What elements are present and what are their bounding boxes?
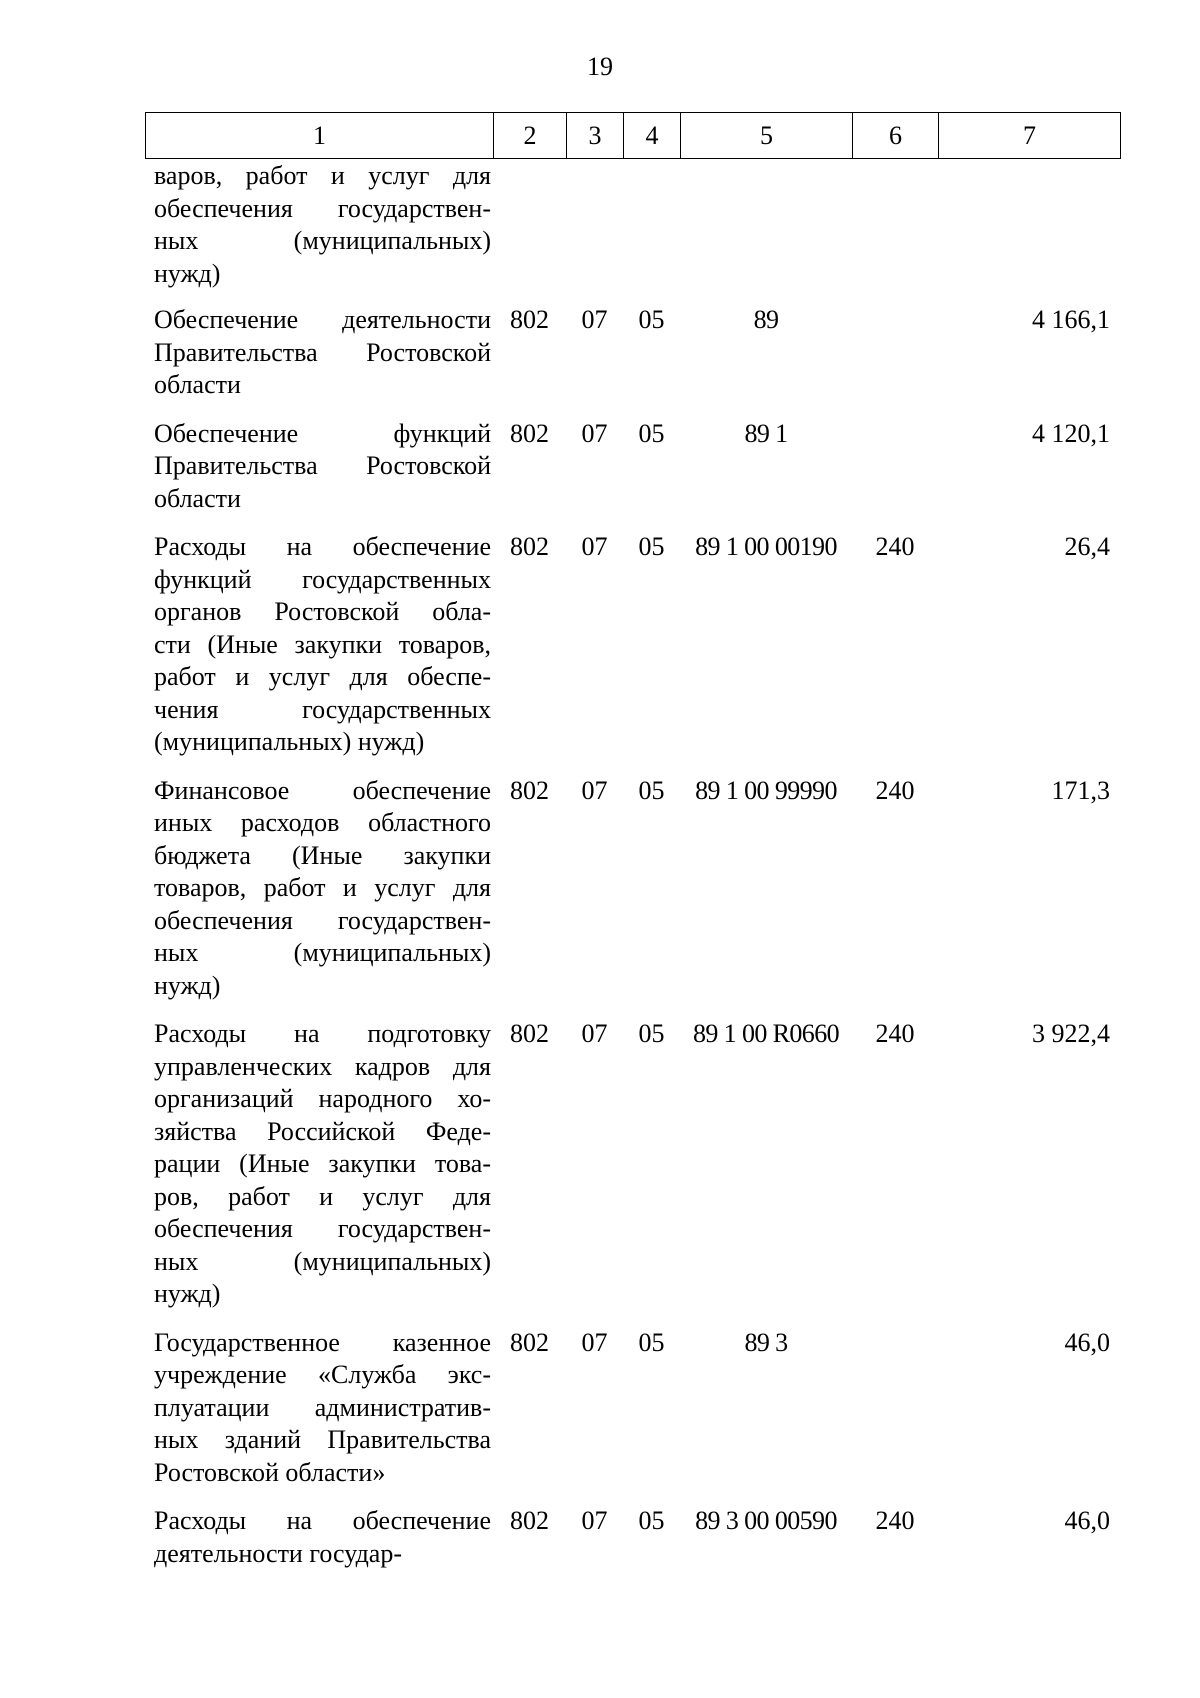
code-subsection: 05	[638, 1019, 665, 1048]
row-description	[145, 1018, 493, 1311]
description-line: варов, работ и услуг для	[154, 161, 491, 190]
description-line: нужд)	[154, 258, 221, 288]
description-line: органов Ростовской обла-	[154, 597, 491, 626]
description-line: Ростовской области»	[154, 1457, 386, 1487]
amount: 4 120,1	[1032, 418, 1110, 448]
description-line: Обеспечение деятельности	[154, 305, 491, 334]
page-number: 19	[587, 52, 613, 81]
code-target-article: 89 1 00 00190	[695, 532, 837, 561]
description-line: Правительства Ростовской	[154, 451, 491, 480]
table-row	[145, 1505, 1120, 1570]
table-row	[145, 418, 1120, 516]
code-section: 07	[581, 1019, 608, 1048]
code-target-article	[680, 160, 852, 290]
code-subsection: 05	[638, 1327, 665, 1357]
code-expense-type	[852, 1327, 938, 1490]
header-cell-7: 7	[939, 113, 1121, 159]
description-line: обеспечения государствен-	[154, 193, 491, 223]
header-cell-1: 1	[146, 113, 494, 159]
description-line: Расходы на обеспечение	[154, 1506, 491, 1535]
description-line: деятельности государ-	[154, 1538, 402, 1568]
description-line: ных зданий Правительства	[154, 1425, 491, 1454]
table-row	[145, 775, 1120, 1003]
table-row	[145, 304, 1120, 402]
description-line: обеспечения государствен-	[154, 1214, 491, 1243]
amount: 46,0	[1064, 1327, 1110, 1357]
description-line: нужд)	[154, 1279, 221, 1308]
header-cell-4: 4	[624, 113, 681, 159]
description-line: товаров, работ и услуг для	[154, 873, 491, 902]
table-row	[145, 1327, 1120, 1490]
description-line: области	[154, 370, 241, 399]
description-line: работ и услуг для обеспе-	[154, 662, 491, 691]
code-expense-type	[852, 304, 938, 402]
header-cell-3: 3	[567, 113, 624, 159]
table-row	[145, 531, 1120, 759]
code-section: 07	[581, 1327, 608, 1357]
amount: 3 922,4	[1032, 1019, 1110, 1048]
code-target-article: 89 3 00 00590	[695, 1506, 837, 1535]
code-expense-type	[852, 160, 938, 290]
code-expense-type: 240	[875, 532, 915, 561]
header-cell-5: 5	[681, 113, 853, 159]
description-line: ных (муниципальных)	[154, 938, 491, 967]
code-target-article: 89	[753, 305, 779, 334]
description-line: ных (муниципальных)	[154, 226, 491, 255]
amount: 171,3	[1051, 775, 1110, 805]
code-target-article: 89 3	[744, 1327, 788, 1357]
code-expense-type: 240	[875, 775, 915, 805]
header-row	[146, 113, 1121, 159]
table-row	[145, 160, 1120, 290]
code-section	[566, 160, 623, 290]
description-line: чения государственных	[154, 694, 491, 724]
description-line: (муниципальных) нужд)	[154, 727, 425, 756]
row-description	[145, 418, 493, 516]
row-description	[145, 160, 493, 290]
code-expense-type: 240	[875, 1506, 915, 1535]
code-section: 07	[581, 1506, 608, 1535]
description-line: обеспечения государствен-	[154, 905, 491, 935]
header-cell-6: 6	[853, 113, 939, 159]
description-line: Финансовое обеспечение	[154, 775, 491, 805]
amount: 46,0	[1064, 1506, 1110, 1535]
code-ministry: 802	[510, 418, 549, 448]
code-section: 07	[581, 532, 608, 561]
code-subsection: 05	[638, 1506, 665, 1535]
amount: 26,4	[1064, 532, 1110, 561]
code-subsection: 05	[638, 418, 665, 448]
description-line: плуатации административ-	[154, 1392, 491, 1422]
code-target-article: 89 1 00 R0660	[692, 1019, 840, 1048]
code-ministry: 802	[510, 305, 549, 334]
description-line: ных (муниципальных)	[154, 1246, 491, 1276]
table-row	[145, 1018, 1120, 1311]
code-subsection: 05	[638, 775, 665, 805]
code-ministry: 802	[510, 532, 549, 561]
code-ministry: 802	[510, 1327, 549, 1357]
row-description	[145, 1327, 493, 1490]
description-line: нужд)	[154, 970, 221, 1000]
code-section: 07	[581, 775, 608, 805]
row-description	[145, 1505, 493, 1570]
description-line: Расходы на обеспечение	[154, 532, 491, 561]
header-cell-2: 2	[494, 113, 567, 159]
description-line: рации (Иные закупки това-	[154, 1149, 491, 1178]
row-description	[145, 304, 493, 402]
code-subsection: 05	[638, 532, 665, 561]
row-description	[145, 775, 493, 1003]
code-subsection: 05	[638, 305, 665, 334]
description-line: Государственное казенное	[154, 1327, 491, 1357]
code-subsection	[623, 160, 680, 290]
code-ministry: 802	[510, 1506, 549, 1535]
description-line: сти (Иные закупки товаров,	[154, 629, 491, 659]
description-line: Обеспечение функций	[154, 418, 491, 448]
code-ministry	[493, 160, 566, 290]
code-target-article: 89 1	[744, 418, 788, 448]
description-line: функций государственных	[154, 564, 491, 594]
description-line: Правительства Ростовской	[154, 337, 491, 367]
description-line: бюджета (Иные закупки	[154, 840, 491, 870]
code-section: 07	[581, 305, 608, 334]
description-line: ров, работ и услуг для	[154, 1181, 491, 1211]
row-description	[145, 531, 493, 759]
description-line: зяйства Российской Феде-	[154, 1116, 491, 1146]
description-line: иных расходов областного	[154, 808, 491, 837]
code-target-article: 89 1 00 99990	[695, 775, 837, 805]
table-header	[145, 112, 1121, 159]
code-ministry: 802	[510, 775, 549, 805]
amount: 4 166,1	[1032, 305, 1110, 334]
description-line: области	[154, 483, 241, 513]
description-line: организаций народного хо-	[154, 1084, 491, 1113]
table-body	[145, 160, 1120, 1586]
description-line: Расходы на подготовку	[154, 1019, 491, 1048]
code-expense-type: 240	[875, 1019, 915, 1048]
code-ministry: 802	[510, 1019, 549, 1048]
description-line: управленческих кадров для	[154, 1051, 491, 1081]
code-expense-type	[852, 418, 938, 516]
code-section: 07	[581, 418, 608, 448]
description-line: учреждение «Служба экс-	[154, 1360, 491, 1389]
amount	[938, 160, 1120, 290]
